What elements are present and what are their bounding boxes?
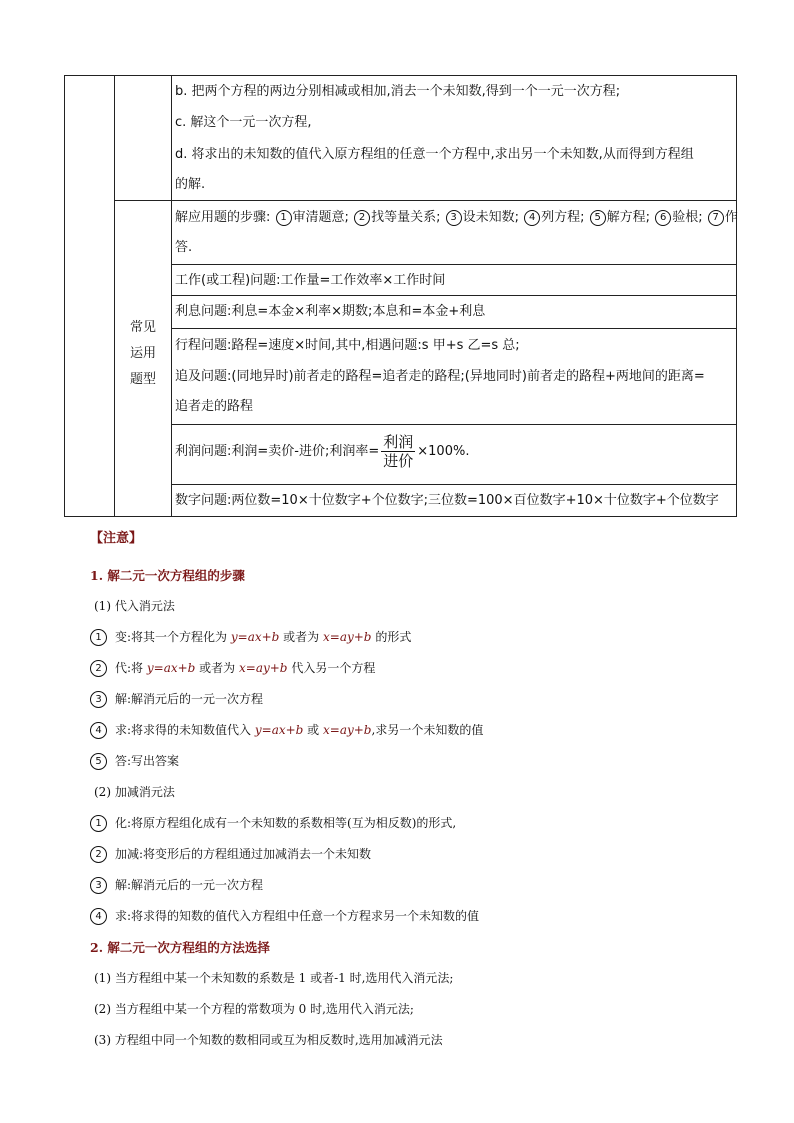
circled-number-icon: 5 xyxy=(590,210,606,226)
circled-number-icon: 2 xyxy=(354,210,370,226)
list-item: 2 加减:将变形后的方程组通过加减消去一个未知数 xyxy=(90,839,770,870)
circled-number-icon: 4 xyxy=(524,210,540,226)
list-item: 4 求:将求得的未知数值代入 y=ax+b 或 x=ay+b,求另一个未知数的值 xyxy=(90,715,770,746)
table-border-left xyxy=(64,75,65,517)
list-item: 4 求:将求得的知数的值代入方程组中任意一个方程求另一个未知数的值 xyxy=(90,901,770,932)
circled-number-icon: 4 xyxy=(90,722,107,739)
step-b-text: b. 把两个方程的两边分别相减或相加,消去一个未知数,得到一个一元一次方程; xyxy=(175,84,621,99)
list-item: 2 代:将 y=ax+b 或者为 x=ay+b 代入另一个方程 xyxy=(90,653,770,684)
table-row-divider xyxy=(171,424,737,425)
table-row-divider xyxy=(171,264,737,265)
travel-problem: 行程问题:路程=速度×时间,其中,相遇问题:s 甲+s 乙=s 总; xyxy=(175,338,520,353)
notes-title: 【注意】 xyxy=(90,531,143,546)
list-item: 1 变:将其一个方程化为 y=ax+b 或者为 x=ay+b 的形式 xyxy=(90,622,770,653)
category-line: 题型 xyxy=(129,372,156,387)
subsection-heading: (2) 加减消元法 xyxy=(94,785,175,799)
method-table xyxy=(64,75,737,517)
step-item: 7 作 xyxy=(707,210,738,225)
step-d-text-cont: 的解. xyxy=(175,177,206,192)
table-row-divider xyxy=(171,484,737,485)
circled-number-icon: 3 xyxy=(90,877,107,894)
step-item: 4 列方程; xyxy=(523,210,584,225)
table-col-divider-1 xyxy=(114,75,115,517)
circled-number-icon: 3 xyxy=(446,210,462,226)
table-row-divider xyxy=(114,200,737,201)
table-col-divider-2 xyxy=(171,75,172,517)
category-line: 常见 xyxy=(129,320,156,335)
list-item: (1) 当方程组中某一个未知数的系数是 1 或者-1 时,选用代入消元法; xyxy=(94,971,454,985)
profit-suffix: ×100%. xyxy=(417,444,470,459)
digit-problem: 数字问题:两位数=10×十位数字+个位数字;三位数=100×百位数字+10×十位数字+个位数字 xyxy=(175,493,719,508)
circled-number-icon: 1 xyxy=(90,629,107,646)
list-item: 1 化:将原方程组化成有一个未知数的系数相等(互为相反数)的形式, xyxy=(90,808,770,839)
profit-prefix: 利润问题:利润=卖价-进价;利润率= xyxy=(175,444,380,459)
step-d-text: d. 将求出的未知数的值代入原方程组的任意一个方程中,求出另一个未知数,从而得到方程组 xyxy=(175,147,694,162)
list-item: 5 答:写出答案 xyxy=(90,746,770,777)
step-item: 2 找等量关系; xyxy=(353,210,440,225)
application-steps-cont: 答. xyxy=(175,240,193,255)
step-item: 6 验根; xyxy=(654,210,702,225)
steps-prefix: 解应用题的步骤: xyxy=(175,210,271,225)
circled-number-icon: 5 xyxy=(90,753,107,770)
circled-number-icon: 6 xyxy=(655,210,671,226)
section-heading: 2. 解二元一次方程组的方法选择 xyxy=(90,940,270,955)
circled-number-icon: 4 xyxy=(90,908,107,925)
circled-number-icon: 2 xyxy=(90,660,107,677)
list-item: (2) 当方程组中某一个方程的常数项为 0 时,选用代入消元法; xyxy=(94,1002,414,1016)
fraction-numerator: 利润 xyxy=(383,433,414,451)
step-item: 3 设未知数; xyxy=(445,210,519,225)
application-steps xyxy=(175,205,738,230)
list-item: 3 解:解消元后的一元一次方程 xyxy=(90,684,770,715)
table-row-divider xyxy=(171,328,737,329)
table-border-bottom xyxy=(64,516,737,517)
fraction-denominator: 进价 xyxy=(383,452,414,470)
section-heading: 1. 解二元一次方程组的步骤 xyxy=(90,568,245,583)
category-line: 运用 xyxy=(129,346,156,361)
list-item: 3 解:解消元后的一元一次方程 xyxy=(90,870,770,901)
step-item: 5 解方程; xyxy=(589,210,650,225)
interest-problem: 利息问题:利息=本金×利率×期数;本息和=本金+利息 xyxy=(175,304,486,319)
profit-problem xyxy=(175,432,469,472)
chase-problem-cont: 追者走的路程 xyxy=(175,399,254,414)
chase-problem: 追及问题:(同地异时)前者走的路程=追者走的路程;(异地同时)前者走的路程+两地间的距离= xyxy=(175,369,705,384)
subsection-heading: (1) 代入消元法 xyxy=(94,599,175,613)
category-label xyxy=(115,315,171,393)
circled-number-icon: 1 xyxy=(90,815,107,832)
step-item: 1 审清题意; xyxy=(275,210,349,225)
circled-number-icon: 7 xyxy=(708,210,724,226)
step-c-text: c. 解这个一元一次方程, xyxy=(175,115,312,130)
circled-number-icon: 2 xyxy=(90,846,107,863)
table-row-divider xyxy=(171,295,737,296)
circled-number-icon: 1 xyxy=(276,210,292,226)
list-item: (3) 方程组中同一个知数的数相同或互为相反数时,选用加减消元法 xyxy=(94,1033,443,1047)
profit-rate-fraction xyxy=(381,433,415,470)
table-border-right xyxy=(736,75,737,517)
work-problem: 工作(或工程)问题:工作量=工作效率×工作时间 xyxy=(175,273,446,288)
circled-number-icon: 3 xyxy=(90,691,107,708)
table-border-top xyxy=(64,75,737,76)
notes-section xyxy=(90,527,770,1056)
